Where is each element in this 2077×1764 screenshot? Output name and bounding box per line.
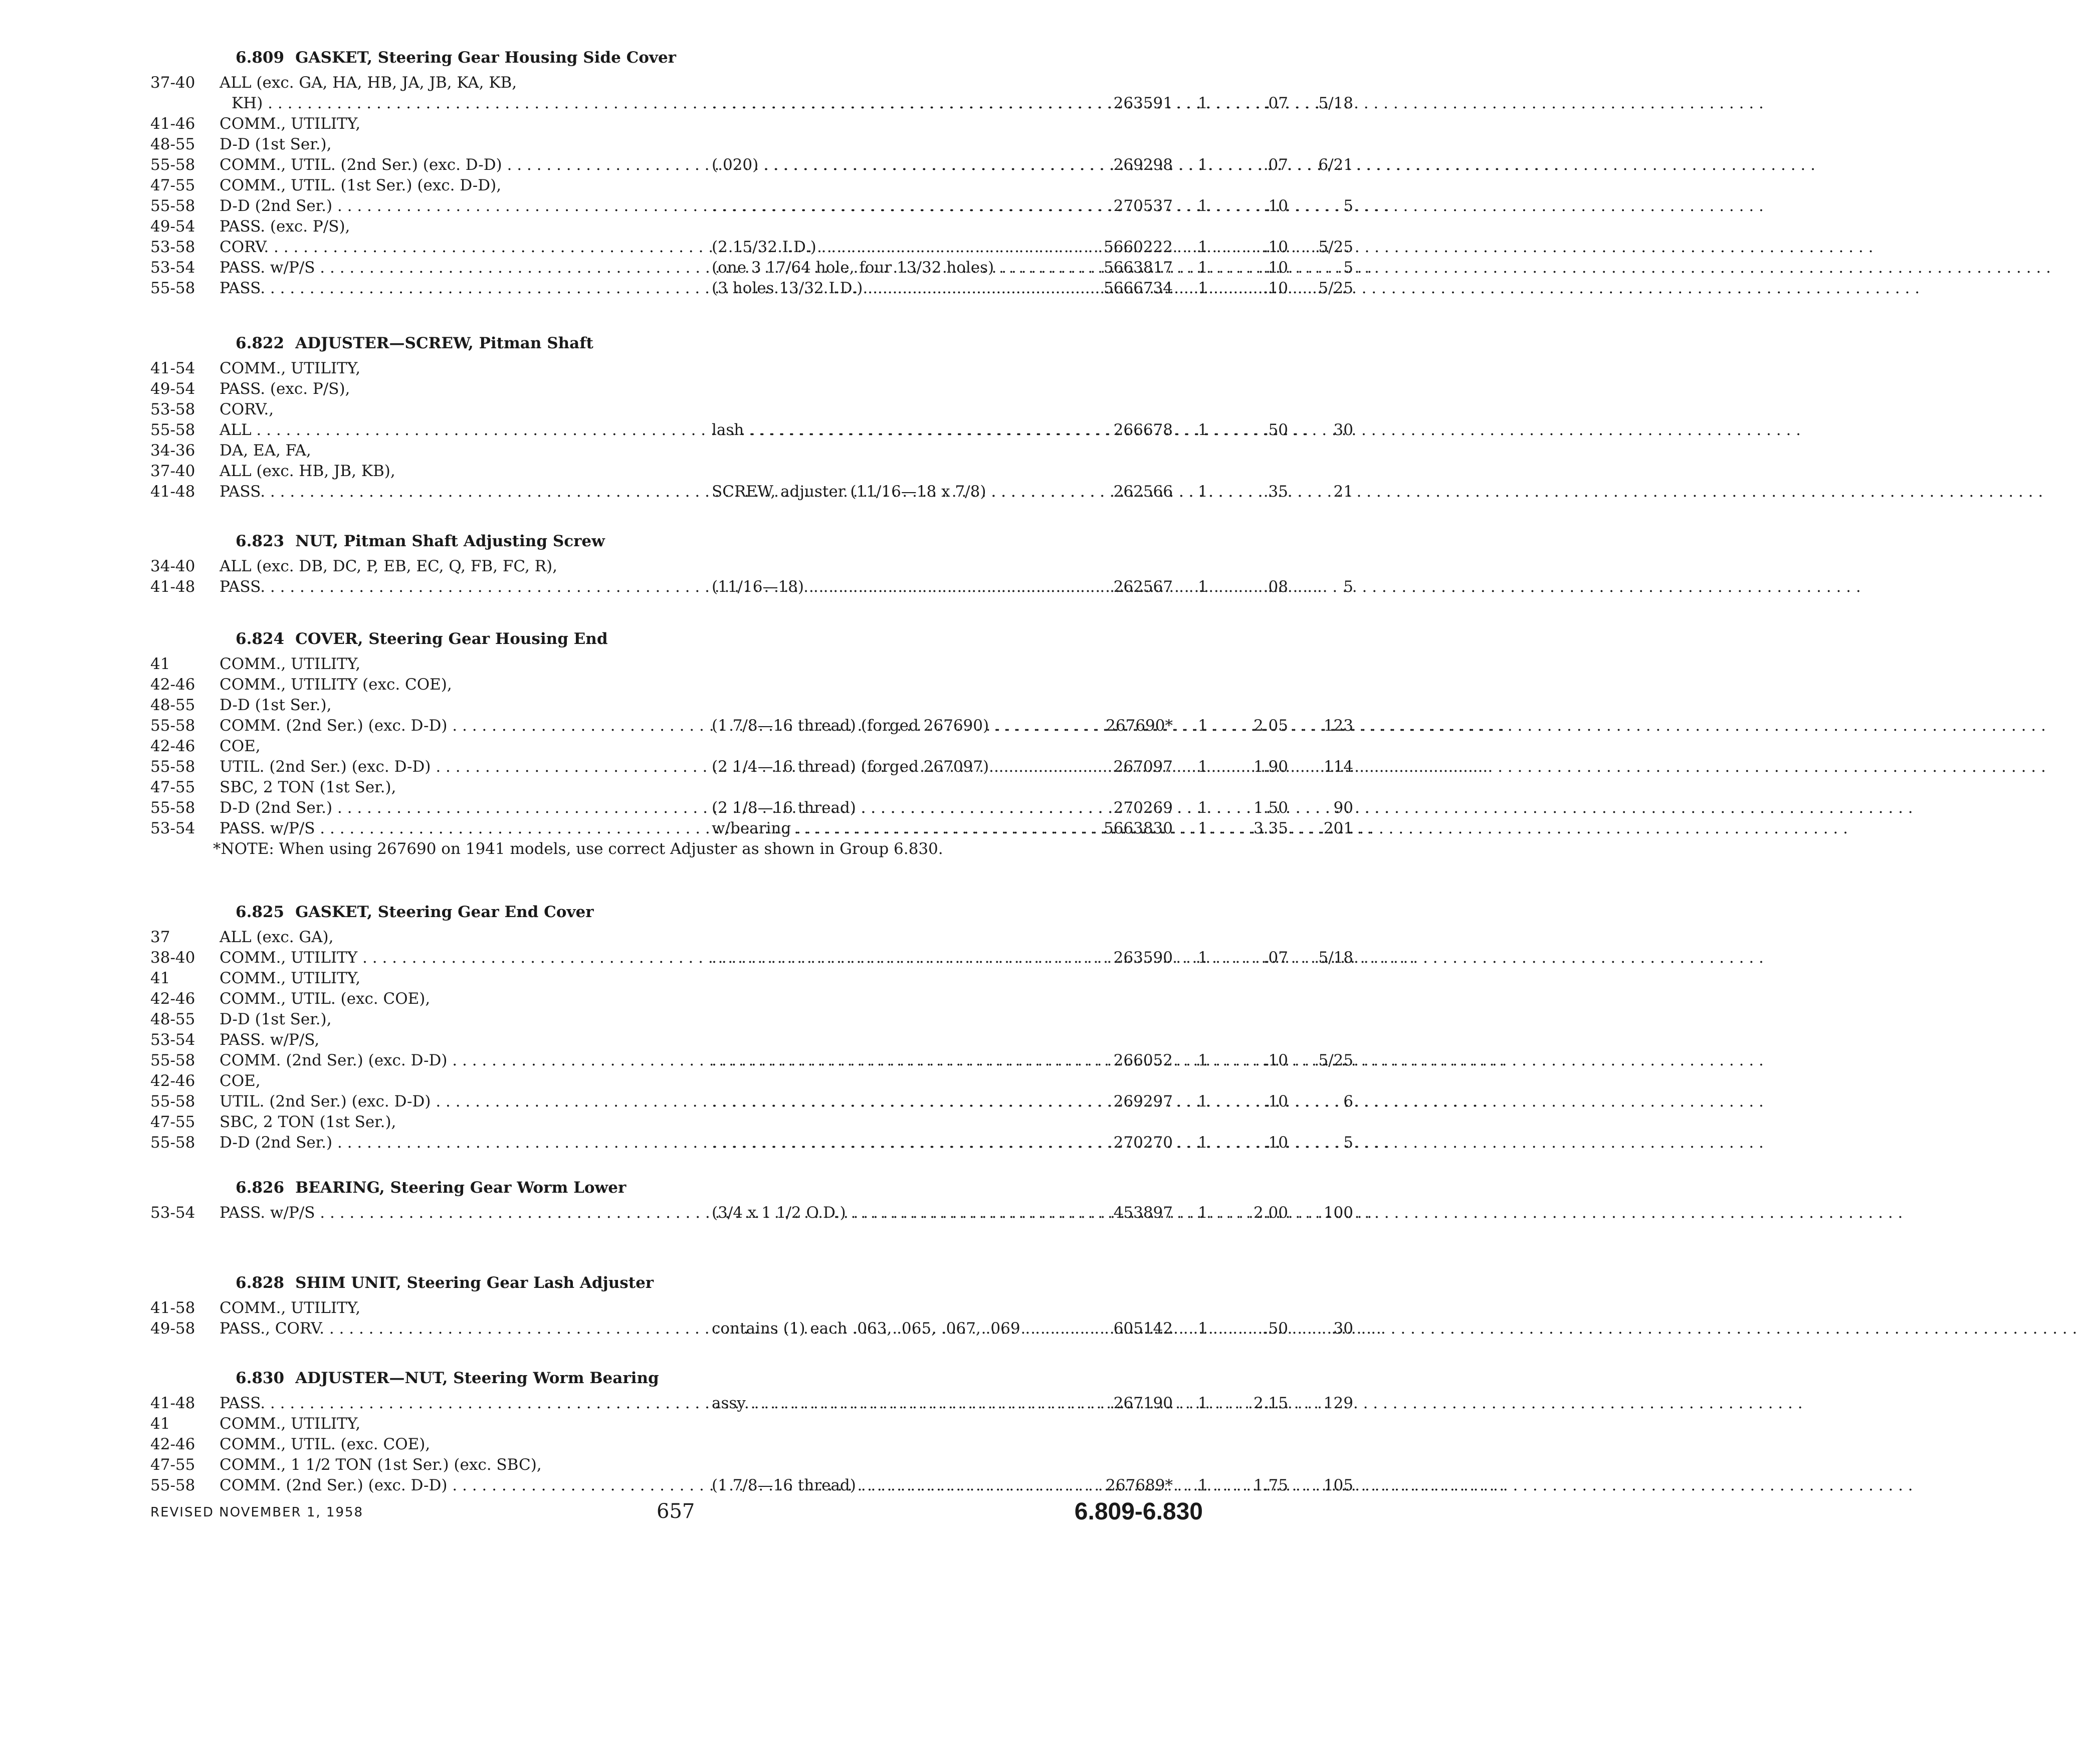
list-price: 2.15	[1253, 1394, 1288, 1412]
quantity: 1	[1198, 717, 1208, 735]
model-description: COE,	[220, 1072, 261, 1090]
section-title: BEARING, Steering Gear Worm Lower	[295, 1179, 627, 1197]
model-years: 53-58	[150, 238, 195, 256]
quantity: 1	[1198, 259, 1208, 277]
list-price: .07	[1263, 949, 1288, 967]
part-remark	[712, 93, 1073, 114]
shipping-weight: 105	[1323, 1476, 1353, 1494]
model-years: 47-55	[150, 778, 195, 796]
quantity: 1	[1198, 238, 1208, 256]
part-remark: (1 7/8—16 thread) (forged 267690) . . .	[712, 716, 1073, 736]
shipping-weight: 5	[1343, 1134, 1353, 1152]
part-number: 5663817	[1103, 259, 1173, 277]
model-description: ALL (exc. HB, JB, KB),	[220, 462, 395, 480]
model-years: 53-54	[150, 1031, 195, 1049]
model-years: 41-48	[150, 483, 195, 501]
part-number: 267690*	[1106, 717, 1173, 735]
model-years: 41	[150, 1415, 170, 1433]
model-years: 41	[150, 969, 170, 987]
parts-row	[150, 379, 1203, 399]
model-description: KH) . . .	[232, 93, 703, 114]
part-number: 267190	[1113, 1394, 1173, 1412]
group-number: 6.824	[236, 630, 285, 648]
group-number: 6.826	[236, 1179, 285, 1197]
model-description: COMM., UTILITY,	[220, 969, 361, 987]
shipping-weight: 6/21	[1318, 156, 1353, 174]
parts-row	[150, 399, 1203, 420]
model-years: 55-58	[150, 197, 195, 215]
part-number: 263590	[1113, 949, 1173, 967]
shipping-weight: 5/18	[1318, 949, 1353, 967]
page-footer	[150, 1496, 1203, 1531]
model-years: 37-40	[150, 74, 195, 92]
model-years: 55-58	[150, 156, 195, 174]
list-price: .07	[1263, 94, 1288, 112]
parts-row	[150, 1030, 1203, 1050]
shipping-weight: 90	[1333, 799, 1353, 817]
model-description: ALL . . .	[220, 420, 691, 440]
model-description: PASS. . . .	[220, 1393, 691, 1414]
section-6-826	[150, 1173, 1353, 1223]
model-years: 41-48	[150, 1394, 195, 1412]
quantity: 1	[1198, 156, 1208, 174]
part-remark	[712, 1133, 1073, 1153]
quantity: 1	[1198, 1476, 1208, 1494]
parts-row	[150, 1112, 1203, 1133]
quantity: 1	[1198, 1051, 1208, 1069]
model-years: 34-40	[150, 557, 195, 575]
part-number: 263591	[1113, 94, 1173, 112]
part-remark: (1 7/8—16 thread) . . .	[712, 1475, 1073, 1496]
list-price: .10	[1263, 1051, 1288, 1069]
shipping-weight: 5/25	[1318, 279, 1353, 297]
quantity: 1	[1198, 1319, 1208, 1338]
section-title: GASKET, Steering Gear End Cover	[295, 903, 594, 921]
model-years: 34-36	[150, 442, 195, 460]
list-price: 1.75	[1253, 1476, 1288, 1494]
shipping-weight: 5	[1343, 578, 1353, 596]
part-remark: w/bearing . . .	[712, 818, 1073, 839]
part-number: 269298	[1113, 156, 1173, 174]
model-years: 48-55	[150, 1010, 195, 1028]
group-number: 6.825	[236, 903, 285, 921]
list-price: .50	[1263, 1319, 1288, 1338]
group-number: 6.809	[236, 49, 285, 67]
part-number: 605142	[1113, 1319, 1173, 1338]
section-title: ADJUSTER—SCREW, Pitman Shaft	[295, 334, 593, 352]
model-description: SBC, 2 TON (1st Ser.),	[220, 1113, 396, 1131]
list-price: 2.00	[1253, 1204, 1288, 1222]
group-range: 6.809-6.830	[1074, 1498, 1203, 1525]
parts-row	[150, 1091, 1353, 1112]
parts-row	[150, 1434, 1203, 1455]
quantity: 1	[1198, 197, 1208, 215]
shipping-weight: 114	[1323, 758, 1353, 776]
part-remark: (2 1/4—16 thread) (forged 267097) . . .	[712, 757, 1073, 777]
parts-row	[150, 1298, 1203, 1318]
model-years: 53-54	[150, 1204, 195, 1222]
part-remark: (2 1/8—16 thread) . . .	[712, 798, 1073, 818]
model-description: PASS. w/P/S . . .	[220, 818, 691, 839]
part-remark	[712, 1050, 1073, 1071]
quantity: 1	[1198, 483, 1208, 501]
model-description: COMM., UTILITY,	[220, 1415, 361, 1433]
part-remark	[712, 948, 1073, 968]
parts-row	[150, 777, 1203, 798]
model-years: 55-58	[150, 717, 195, 735]
group-number: 6.828	[236, 1274, 285, 1292]
model-description: SBC, 2 TON (1st Ser.),	[220, 778, 396, 796]
model-description: D-D (2nd Ser.) . . .	[220, 1133, 691, 1153]
parts-row	[150, 216, 1203, 237]
model-description: PASS. (exc. P/S),	[220, 380, 350, 398]
model-years: 42-46	[150, 676, 195, 694]
model-description: COMM. (2nd Ser.) (exc. D-D) . . .	[220, 716, 691, 736]
parts-row	[150, 196, 1353, 216]
section-6-825	[150, 897, 1353, 1153]
part-number: 5660222	[1103, 238, 1173, 256]
part-remark: (2 15/32 I.D.) . . .	[712, 237, 1073, 258]
part-remark: (3 holes 13/32 I.D.) . . .	[712, 278, 1073, 299]
shipping-weight: 123	[1323, 717, 1353, 735]
model-years: 49-54	[150, 380, 195, 398]
model-years: 55-58	[150, 799, 195, 817]
part-remark: SCREW, adjuster (11/16—18 x 7/8) . . .	[712, 482, 1073, 502]
parts-row	[150, 556, 1203, 577]
parts-row	[150, 675, 1203, 695]
section-heading	[236, 328, 1288, 358]
part-remark: assy . . .	[712, 1393, 1073, 1414]
part-remark: (one 3 17/64 hole, four 13/32 holes) . . .	[712, 258, 1073, 278]
part-remark	[712, 1091, 1073, 1112]
part-number: 270537	[1113, 197, 1173, 215]
part-number: 267689*	[1106, 1476, 1173, 1494]
model-description: COE,	[220, 737, 261, 755]
model-description: PASS., CORV. . . .	[220, 1318, 691, 1339]
part-number: 262566	[1113, 483, 1173, 501]
parts-row	[150, 1318, 1353, 1339]
model-description: COMM. (2nd Ser.) (exc. D-D) . . .	[220, 1050, 691, 1071]
section-note: *NOTE: When using 267690 on 1941 models, use correct Adjuster as shown in Group 6.830.	[213, 840, 943, 858]
model-description: UTIL. (2nd Ser.) (exc. D-D) . . .	[220, 1091, 691, 1112]
parts-row	[150, 654, 1203, 675]
parts-row	[150, 577, 1353, 597]
parts-row	[150, 927, 1203, 948]
shipping-weight: 5/18	[1318, 94, 1353, 112]
section-title: ADJUSTER—NUT, Steering Worm Bearing	[295, 1369, 659, 1387]
model-description: PASS. (exc. P/S),	[220, 217, 350, 236]
model-description: COMM., UTILITY,	[220, 115, 361, 133]
parts-row	[150, 461, 1203, 482]
section-heading	[236, 897, 1288, 927]
parts-row	[150, 968, 1203, 989]
model-description: PASS. w/P/S,	[220, 1031, 320, 1049]
model-years: 41	[150, 655, 170, 673]
model-years: 55-58	[150, 1051, 195, 1069]
part-number: 270270	[1113, 1134, 1173, 1152]
parts-row	[150, 1009, 1203, 1030]
parts-row	[150, 237, 1353, 258]
model-years: 55-58	[150, 421, 195, 439]
model-years: 47-55	[150, 1456, 195, 1474]
section-6-823	[150, 526, 1353, 597]
section-heading	[236, 1268, 1288, 1298]
group-number: 6.823	[236, 532, 285, 550]
list-price: .10	[1263, 259, 1288, 277]
part-remark	[712, 196, 1073, 216]
parts-row	[150, 757, 1353, 777]
shipping-weight: 201	[1323, 819, 1353, 837]
parts-row	[150, 134, 1203, 155]
model-description: CORV.,	[220, 400, 274, 418]
section-title: SHIM UNIT, Steering Gear Lash Adjuster	[295, 1274, 654, 1292]
section-title: GASKET, Steering Gear Housing Side Cover	[295, 49, 677, 67]
model-description: UTIL. (2nd Ser.) (exc. D-D) . . .	[220, 757, 691, 777]
shipping-weight: 21	[1333, 483, 1353, 501]
section-heading	[236, 526, 1288, 556]
model-years: 55-58	[150, 1092, 195, 1111]
parts-row	[150, 358, 1203, 379]
model-years: 55-58	[150, 279, 195, 297]
list-price: 1.90	[1253, 758, 1288, 776]
parts-row	[150, 1393, 1353, 1414]
model-description: COMM., UTILITY,	[220, 1299, 361, 1317]
quantity: 1	[1198, 819, 1208, 837]
model-description: PASS. . . .	[220, 577, 691, 597]
model-years: 41-58	[150, 1299, 195, 1317]
section-6-830	[150, 1363, 1353, 1496]
model-description: COMM., 1 1/2 TON (1st Ser.) (exc. SBC),	[220, 1456, 542, 1474]
model-years: 47-55	[150, 176, 195, 194]
parts-row	[150, 278, 1353, 299]
model-years: 37	[150, 928, 170, 946]
parts-row	[150, 73, 1203, 93]
model-years: 49-58	[150, 1319, 195, 1338]
part-number: 267097	[1113, 758, 1173, 776]
parts-row	[150, 1203, 1353, 1223]
model-description: D-D (1st Ser.),	[220, 696, 332, 714]
list-price: .35	[1263, 483, 1288, 501]
revision-date: REVISED NOVEMBER 1, 1958	[150, 1505, 364, 1520]
model-description: COMM., UTIL. (2nd Ser.) (exc. D-D) . . .	[220, 155, 691, 175]
model-description: COMM. (2nd Ser.) (exc. D-D) . . .	[220, 1475, 691, 1496]
quantity: 1	[1198, 1204, 1208, 1222]
parts-row	[150, 420, 1353, 440]
parts-row	[150, 440, 1203, 461]
model-description: PASS. w/P/S . . .	[220, 258, 691, 278]
model-years: 37-40	[150, 462, 195, 480]
section-heading	[236, 624, 1288, 654]
model-years: 53-58	[150, 400, 195, 418]
model-description: ALL (exc. DB, DC, P, EB, EC, Q, FB, FC, R),	[220, 557, 557, 575]
model-years: 42-46	[150, 1435, 195, 1453]
model-description: PASS. w/P/S . . .	[220, 1203, 691, 1223]
section-heading	[236, 1363, 1288, 1393]
model-years: 48-55	[150, 696, 195, 714]
parts-row	[150, 798, 1353, 818]
section-title: NUT, Pitman Shaft Adjusting Screw	[295, 532, 605, 550]
quantity: 1	[1198, 799, 1208, 817]
group-number: 6.830	[236, 1369, 285, 1387]
part-number: 270269	[1113, 799, 1173, 817]
model-years: 38-40	[150, 949, 195, 967]
parts-row	[150, 258, 1353, 278]
parts-row	[150, 1414, 1203, 1434]
model-description: DA, EA, FA,	[220, 442, 311, 460]
part-remark: (11/16—18) . . .	[712, 577, 1073, 597]
section-heading	[236, 43, 1288, 73]
parts-row	[150, 716, 1353, 736]
shipping-weight: 30	[1333, 1319, 1353, 1338]
section-heading	[236, 1173, 1288, 1203]
model-years: 49-54	[150, 217, 195, 236]
parts-row	[150, 482, 1353, 502]
list-price: .10	[1263, 238, 1288, 256]
section-6-824	[150, 624, 1353, 859]
part-number: 266678	[1113, 421, 1173, 439]
parts-row	[150, 93, 1353, 114]
part-number: 5663830	[1103, 819, 1173, 837]
model-years: 41-46	[150, 115, 195, 133]
model-description: CORV. . . .	[220, 237, 691, 258]
shipping-weight: 5	[1343, 259, 1353, 277]
list-price: 2.05	[1253, 717, 1288, 735]
quantity: 1	[1198, 421, 1208, 439]
model-description: ALL (exc. GA, HA, HB, JA, JB, KA, KB,	[220, 74, 517, 92]
list-price: .08	[1263, 578, 1288, 596]
part-remark: (.020) . . .	[712, 155, 1073, 175]
list-price: .50	[1263, 421, 1288, 439]
parts-row	[150, 989, 1203, 1009]
model-years: 41-54	[150, 359, 195, 377]
part-number: 266052	[1113, 1051, 1173, 1069]
parts-row	[150, 818, 1353, 839]
part-remark: lash . . .	[712, 420, 1073, 440]
part-remark: contains (1) each .063, .065, .067, .069 . . .	[712, 1318, 1073, 1339]
shipping-weight: 5/25	[1318, 238, 1353, 256]
model-description: COMM., UTILITY,	[220, 359, 361, 377]
model-description: COMM., UTILITY,	[220, 655, 361, 673]
model-years: 47-55	[150, 1113, 195, 1131]
quantity: 1	[1198, 949, 1208, 967]
part-number: 269297	[1113, 1092, 1173, 1111]
model-years: 42-46	[150, 990, 195, 1008]
shipping-weight: 5/25	[1318, 1051, 1353, 1069]
parts-row	[150, 1455, 1203, 1475]
section-title: COVER, Steering Gear Housing End	[295, 630, 608, 648]
section-6-822	[150, 328, 1353, 502]
model-description: COMM., UTILITY . . .	[220, 948, 691, 968]
part-number: 453897	[1113, 1204, 1173, 1222]
list-price: .10	[1263, 279, 1288, 297]
quantity: 1	[1198, 94, 1208, 112]
model-description: D-D (2nd Ser.) . . .	[220, 196, 691, 216]
model-description: D-D (1st Ser.),	[220, 1010, 332, 1028]
parts-row	[150, 1475, 1353, 1496]
list-price: .10	[1263, 1092, 1288, 1111]
shipping-weight: 5	[1343, 197, 1353, 215]
model-description: COMM., UTIL. (1st Ser.) (exc. D-D),	[220, 176, 502, 194]
shipping-weight: 6	[1343, 1092, 1353, 1111]
quantity: 1	[1198, 1092, 1208, 1111]
parts-row	[150, 1050, 1353, 1071]
model-description: PASS. . . .	[220, 278, 691, 299]
list-price: 3.35	[1253, 819, 1288, 837]
parts-row	[150, 114, 1203, 134]
model-years: 42-46	[150, 1072, 195, 1090]
shipping-weight: 100	[1323, 1204, 1353, 1222]
part-number: 262567	[1113, 578, 1173, 596]
parts-row	[150, 155, 1353, 175]
parts-row	[150, 1071, 1203, 1091]
quantity: 1	[1198, 758, 1208, 776]
list-price: .10	[1263, 1134, 1288, 1152]
section-6-809	[150, 43, 1353, 299]
model-years: 53-54	[150, 819, 195, 837]
model-years: 42-46	[150, 737, 195, 755]
model-description: ALL (exc. GA),	[220, 928, 334, 946]
model-description: D-D (1st Ser.),	[220, 135, 332, 153]
parts-row	[150, 736, 1203, 757]
parts-row	[150, 175, 1203, 196]
model-years: 53-54	[150, 259, 195, 277]
model-years: 55-58	[150, 1476, 195, 1494]
quantity: 1	[1198, 1394, 1208, 1412]
section-6-828	[150, 1268, 1353, 1339]
model-description: COMM., UTIL. (exc. COE),	[220, 990, 431, 1008]
group-number: 6.822	[236, 334, 285, 352]
list-price: 1.50	[1253, 799, 1288, 817]
page-number: 657	[657, 1500, 695, 1523]
model-years: 55-58	[150, 1134, 195, 1152]
model-description: COMM., UTILITY (exc. COE),	[220, 676, 452, 694]
list-price: .07	[1263, 156, 1288, 174]
part-remark: (3/4 x 1 1/2 O.D.) . . .	[712, 1203, 1073, 1223]
model-description: D-D (2nd Ser.) . . .	[220, 798, 691, 818]
quantity: 1	[1198, 1134, 1208, 1152]
model-description: PASS. . . .	[220, 482, 691, 502]
model-description: COMM., UTIL. (exc. COE),	[220, 1435, 431, 1453]
quantity: 1	[1198, 578, 1208, 596]
parts-row	[150, 1133, 1353, 1153]
shipping-weight: 30	[1333, 421, 1353, 439]
model-years: 55-58	[150, 758, 195, 776]
shipping-weight: 129	[1323, 1394, 1353, 1412]
model-years: 48-55	[150, 135, 195, 153]
parts-row	[150, 695, 1203, 716]
model-years: 41-48	[150, 578, 195, 596]
part-number: 5666734	[1103, 279, 1173, 297]
quantity: 1	[1198, 279, 1208, 297]
parts-row	[150, 948, 1353, 968]
list-price: .10	[1263, 197, 1288, 215]
